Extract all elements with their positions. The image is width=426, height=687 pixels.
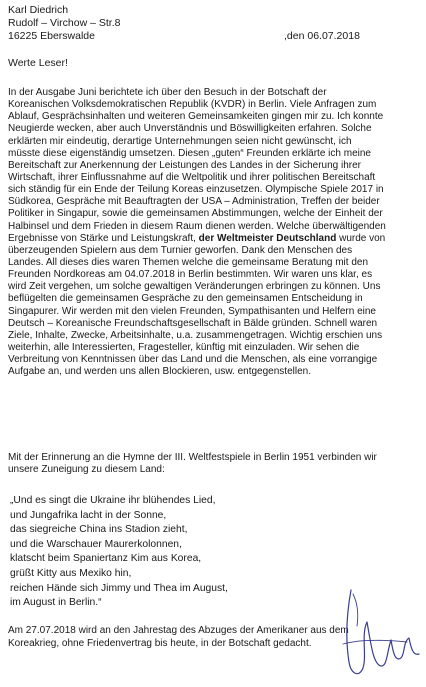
sender-name: Karl Diedrich — [8, 4, 69, 16]
body-line: Koreanischen Volksdemokratischen Republik (KVDR) in Berlin. Viele Anfragen zum — [8, 99, 377, 111]
body-line: müsste diese eigenständig umsetzen. Diesen „guten“ Freunden erklärte ich meine — [8, 147, 371, 159]
body-paragraph — [8, 87, 414, 378]
closing-line: Am 27.07.2018 wird an den Jahrestag des Abzuges der Amerikaner aus dem — [8, 625, 349, 636]
letter-date: ,den 06.07.2018 — [284, 30, 360, 42]
body-line: Wirtschaft, ihrer Einflussnahme auf die Weltpolitik und ihrer politischen Bereitschaft — [8, 171, 376, 183]
poem-line: „Und es singt die Ukraine ihr blühendes Lied, — [10, 495, 216, 506]
poem-line: und die Warschauer Maurerkolonnen, — [10, 538, 182, 550]
poem-line: im August in Berlin.“ — [10, 597, 102, 609]
body-line: Deutsch – Koreanische Freundschaftsgesellschaft in Bälde gründen. Schnell waren — [8, 317, 378, 329]
sender-city: 16225 Eberswalde — [8, 30, 95, 43]
body-line: Ziele, Inhalte, Zwecke, Arbeitsinhalte, u.a. zusammengetragen. Wichtig erschien uns — [8, 329, 383, 341]
body-line: Verbreitung von Kenntnissen über das Land und die Menschen, als eine vorrangige — [8, 354, 378, 366]
body-line: Landes. All dieses dies waren Themen welche die gemeinsame Beratung mit den — [8, 256, 369, 268]
body-line: sich ständig für ein Ende der Teilung Koreas einzusetzen. Olympische Spiele 2017 in — [8, 184, 384, 196]
hymn-intro — [8, 452, 418, 476]
greeting: Werte Leser! — [8, 57, 68, 69]
body-line: Freunden Nordkoreas am 04.07.2018 in Berlin bestimmten. Wir waren uns klar, es — [8, 269, 373, 281]
hymn-intro-line: Mit der Erinnerung an die Hymne der III. Weltfestspiele in Berlin 1951 verbinden wir — [8, 452, 377, 463]
body-line: überzeugenden Spielern aus dem Turnier geworfen. Dank den Menschen des — [8, 244, 353, 256]
body-line: Ablauf, Gesprächsinhalten und weiteren Gemeinsamkeiten gingen mir zu. Ich konnte — [8, 111, 384, 123]
closing-line: Koreakrieg, ohne Friedenvertrag bis heute, in der Botschaft gedacht. — [8, 637, 312, 649]
body-text-segment: Ergebnisse von Stärke und Leistungskraft, — [8, 232, 199, 244]
body-line: erklärten mir eindeutig, derartige Unternehmungen seien nicht gewünscht, ich — [8, 135, 352, 147]
body-text-segment: wurde von — [336, 232, 386, 244]
body-line: weiterhin, alle Interessierten, Fragesteller, künftig mit einzuladen. Wir sehen die — [8, 341, 360, 353]
hymn-intro-line: unsere Zuneigung zu diesem Land: — [8, 464, 165, 476]
body-line: beflügelten die gemeinsamen Gespräche zu den gemeinsamen Entscheidung in — [8, 293, 363, 305]
body-line: Südkorea, Gespräche mit Beauftragten der USA – Administration, Treffen der beider — [8, 196, 380, 208]
poem-quote — [10, 494, 228, 611]
poem-line: klatscht beim Spaniertanz Kim aus Korea, — [10, 553, 202, 565]
body-line: Bereitschaft zur Anerkennung der Leistungen des Landes in der Sicherung ihrer — [8, 159, 362, 171]
poem-line: das siegreiche China ins Stadion zieht, — [10, 524, 188, 536]
body-line: Politiker in Singapur, sowie die gemeinsamen Abstimmungen, welche der Einheit der — [8, 208, 383, 220]
body-line: Neugierde wecken, aber auch Unverständnis und Böswilligkeiten erfahren. Solche — [8, 123, 372, 135]
body-bold-segment: der Weltmeister Deutschland — [198, 232, 337, 244]
poem-line: grüßt Kitty aus Mexiko hin, — [10, 567, 132, 579]
body-line: Singapurer. Wir werden mit den vielen Freunden, Sympathisanten und Helfern eine — [8, 305, 376, 317]
body-line: Aufgabe an, und werden uns allen Blockieren, usw. entgegenstellen. — [8, 366, 311, 378]
sender-address — [8, 4, 120, 44]
sender-street: Rudolf – Virchow – Str.8 — [8, 17, 121, 30]
handwritten-signature — [337, 582, 425, 682]
poem-line: reichen Hände sich Jimmy und Thea im August, — [10, 582, 228, 594]
body-line: Halbinsel und dem Frieden in diesem Raum dienen werden. Welche überwältigenden — [8, 220, 386, 232]
body-line-with-bold — [8, 233, 414, 245]
poem-line: und Jungafrika lacht in der Sonne, — [10, 509, 167, 521]
body-line: wird Zeit vergehen, um solche gewaltigen Veränderungen erbringen zu können. Uns — [8, 281, 381, 293]
body-line: In der Ausgabe Juni berichtete ich über den Besuch in der Botschaft der — [8, 87, 327, 98]
